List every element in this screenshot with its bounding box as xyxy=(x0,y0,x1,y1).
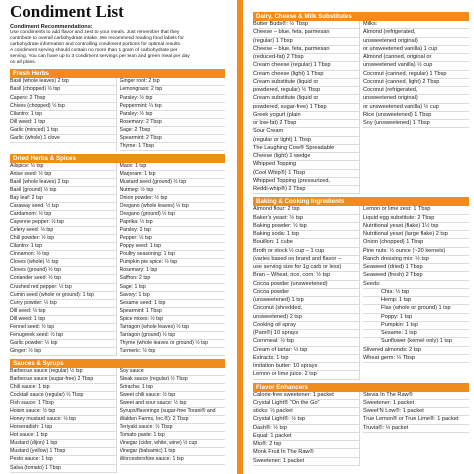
list-item: Teriyaki sauce: ½ Tbsp xyxy=(120,424,226,432)
list-item: Basil (chopped) ½ tsp xyxy=(10,86,116,94)
list-item: Ginger: ½ tsp xyxy=(10,348,116,356)
section-header-dairy: Dairy, Cheese & Milk Substitutes xyxy=(253,12,469,21)
list-item: Tomato paste: 1 tsp xyxy=(120,432,226,440)
list-item: Spearmint: 1 Tbsp xyxy=(120,308,226,316)
list-item: Bran – Wheat, rice, corn: ½ tsp xyxy=(253,272,359,280)
list-item: Cream of tartar: ½ tsp xyxy=(253,347,359,355)
flavor-right-list xyxy=(359,392,469,466)
dried-herbs-right-list xyxy=(116,163,226,356)
list-item: Cilantro: 1 tsp xyxy=(10,111,116,119)
list-item: Seaweed (dried) 1 Tbsp xyxy=(363,264,469,272)
list-item: Cheese – blue, feta, parmesan xyxy=(253,46,359,54)
list-item: Cloves (ground) ½ tsp xyxy=(10,267,116,275)
dairy-table xyxy=(253,21,469,194)
list-item: Mio®: 2 tsp xyxy=(253,441,359,449)
list-item: use serving size for 1g carb or less) xyxy=(253,264,359,272)
fresh-herbs-left-list xyxy=(10,78,116,150)
list-item: Hot sauce: 1 tsp xyxy=(10,432,116,440)
list-item: Lemon or lime juice: 2 tsp xyxy=(253,371,359,379)
list-item: (regular) 1 Tbsp xyxy=(253,38,359,46)
list-item: Spearmint: 2 Tbsp xyxy=(120,135,226,143)
list-item: Vinegar (balsamic) 1 tsp xyxy=(120,448,226,456)
list-item: Poppy: 1 tsp xyxy=(363,314,469,322)
list-item: Sweetener: 1 packet xyxy=(363,400,469,408)
list-item: Mustard (dijon) 1 tsp xyxy=(10,440,116,448)
sauces-left-list xyxy=(10,368,116,473)
list-item: Spice mixes: ½ tsp xyxy=(120,316,226,324)
list-item: Butter Buds®: ½ Tbsp xyxy=(253,21,359,29)
list-item: Fish sauce: 1 Tbsp xyxy=(10,400,116,408)
list-item: Whipped Topping (pressurized, xyxy=(253,178,359,186)
fresh-herbs-right-list xyxy=(116,78,226,150)
list-item: Poppy seed: 1 tsp xyxy=(120,243,226,251)
list-item: Cream cheese (regular) 1 Tbsp xyxy=(253,62,359,70)
list-item: unsweetened vanilla) ½ cup xyxy=(363,62,469,70)
list-item: Greek yogurt (plain xyxy=(253,112,359,120)
list-item: Honey mustard sauce: ½ tsp xyxy=(10,416,116,424)
sauces-table xyxy=(10,368,225,473)
list-item: Onion (chopped) 1 Tbsp xyxy=(363,239,469,247)
recommendation-line: on all plans. xyxy=(10,60,37,66)
list-item: Thyme (whole leaves or ground) ½ tsp xyxy=(120,340,226,348)
list-item: Barbecue sauce (sugar-free) 2 Tbsp xyxy=(10,376,116,384)
recommendation-line: serving. You can have up to 3 condiment servings per lean and green meal per day xyxy=(10,54,190,60)
list-item: or unsweetened vanilla) 1 cup xyxy=(363,46,469,54)
list-item: or low-fat) 2 Tbsp xyxy=(253,120,359,128)
list-item: Nutritional yeast (large flake) 2 tsp xyxy=(363,231,469,239)
recommendation-line: carbohydrate information and controlling condiment portions for optimal results. xyxy=(10,42,182,48)
list-item: Garlic (minced) 1 tsp xyxy=(10,127,116,135)
list-item: Anise seed: ½ tsp xyxy=(10,171,116,179)
list-item: Cocoa powder (unsweetened) xyxy=(253,281,359,289)
list-item: Sweetener: 1 packet xyxy=(253,458,359,466)
list-item: Dill weed: 1 tsp xyxy=(10,119,116,127)
list-item: Cooking oil spray xyxy=(253,322,359,330)
list-item: unsweetened) 2 tsp xyxy=(253,314,359,322)
list-item: Sesame seed: 1 tsp xyxy=(120,300,226,308)
list-item: Cumin seed (whole or ground): 1 tsp xyxy=(10,292,116,300)
list-item: Cornmeal: ½ tsp xyxy=(253,338,359,346)
list-item: Wheat germ: ½ Tbsp xyxy=(363,355,469,363)
list-item: Syrups/flavorings (sugar-free Torani® and xyxy=(120,408,226,416)
list-item: Sweet chili sauce: ½ tsp xyxy=(120,392,226,400)
list-item: Cheese – blue, feta, parmesan xyxy=(253,29,359,37)
list-item: Stevia In The Raw® xyxy=(363,392,469,400)
list-item: Vinegar (cider, white, wine) ½ cup xyxy=(120,440,226,448)
list-item: Pumpkin pie spice: ½ tsp xyxy=(120,259,226,267)
list-item: Calorie-free sweetener: 1 packet xyxy=(253,392,359,400)
flavor-table xyxy=(253,392,469,466)
list-item: Chili powder: ½ tsp xyxy=(10,235,116,243)
list-item: Oregano (ground) ½ tsp xyxy=(120,211,226,219)
list-item: The Laughing Cow® Spreadable xyxy=(253,145,359,153)
section-header-dried-herbs: Dried Herbs & Spices xyxy=(10,154,225,163)
list-item: Capers: 2 Tbsp xyxy=(10,95,116,103)
baking-table xyxy=(253,206,469,379)
section-header-flavor: Flavor Enhancers xyxy=(253,383,469,392)
list-item: Nutritional yeast (flake) 1½ tsp xyxy=(363,223,469,231)
list-item: Lemon or lime zest: 1 Tbsp xyxy=(363,206,469,214)
section-header-sauces: Sauces & Syrups xyxy=(10,359,225,368)
list-item: Sour Cream xyxy=(253,128,359,136)
section-header-baking: Baking & Cooking Ingredients xyxy=(253,197,469,206)
list-item: Rosemary: 2 Tbsp xyxy=(120,119,226,127)
list-item: Cloves (whole) ½ tsp xyxy=(10,259,116,267)
list-item: Extracts: 1 tsp xyxy=(253,355,359,363)
list-item: Crushed red pepper: ½ tsp xyxy=(10,284,116,292)
list-item: Cilantro: 1 tsp xyxy=(10,243,116,251)
list-item: Caraway seed: ½ tsp xyxy=(10,203,116,211)
list-item: (regular or light) 1 Tbsp xyxy=(253,137,359,145)
list-item: Allspice: ½ tsp xyxy=(10,163,116,171)
list-item: Cream substitute (liquid or xyxy=(253,95,359,103)
list-item: Milks: xyxy=(363,21,469,29)
list-item: Nutmeg: ½ tsp xyxy=(120,187,226,195)
list-item: Worcestershire sauce: 1 tsp xyxy=(120,456,226,464)
list-item: Equal: 1 packet xyxy=(253,433,359,441)
list-item: Coriander seed: ½ tsp xyxy=(10,275,116,283)
list-item: Saffron: 2 tsp xyxy=(120,275,226,283)
list-item: Oregano (whole leaves) ½ tsp xyxy=(120,203,226,211)
list-item: Sage: 1 tsp xyxy=(120,284,226,292)
list-item: Pesto sauce: 1 tsp xyxy=(10,456,116,464)
list-item: Lemongrass: 2 tsp xyxy=(120,86,226,94)
list-item: Curry powder: ½ tsp xyxy=(10,300,116,308)
list-item: Tarragon (ground) ½ tsp xyxy=(120,332,226,340)
list-item: Marjoram: 1 tsp xyxy=(120,171,226,179)
list-item: Sweet and sour sauce: ½ tsp xyxy=(120,400,226,408)
list-item: Basil (ground) ½ tsp xyxy=(10,187,116,195)
list-item: Imitation butter: 10 sprays xyxy=(253,363,359,371)
sauces-right-list xyxy=(116,368,226,473)
list-item: Garlic (whole) 1 clove xyxy=(10,135,116,143)
list-item: Soy (unsweetened) 1 Tbsp xyxy=(363,120,469,128)
list-item: Crystal Light® "On the Go" xyxy=(253,400,359,408)
list-item: Hoisin sauce: ½ tsp xyxy=(10,408,116,416)
list-item: Truvia®: ½ packet xyxy=(363,425,469,433)
list-item: Bay leaf: 2 tsp xyxy=(10,195,116,203)
list-item: Horseradish: 1 tsp xyxy=(10,424,116,432)
list-item: Mustard seed (ground) ½ tsp xyxy=(120,179,226,187)
recommendation-line: Use condiments to add flavor and zest to your meals. Just remember that they xyxy=(10,30,180,36)
list-item: Coconut (canned, light) 2 Tbsp xyxy=(363,79,469,87)
list-item: Coconut (refrigerated, xyxy=(363,87,469,95)
list-item: Rice (unsweetened) 1 Tbsp xyxy=(363,112,469,120)
list-item: Dash®: ½ tsp xyxy=(253,425,359,433)
list-item: Onion powder: ½ tsp xyxy=(120,195,226,203)
list-item: Cayenne pepper: ½ tsp xyxy=(10,219,116,227)
list-item: Peppermint: ¼ tsp xyxy=(120,103,226,111)
list-item: Savory: 1 tsp xyxy=(120,292,226,300)
list-item: (Pam®) 10 sprays xyxy=(253,330,359,338)
list-item: Parsley: ½ tsp xyxy=(120,111,226,119)
list-item: Cinnamon: ½ tsp xyxy=(10,251,116,259)
list-item: Mustard (yellow) 1 Tbsp xyxy=(10,448,116,456)
list-item: Liquid egg substitute: 2 Tbsp xyxy=(363,215,469,223)
list-item: Chili sauce: 1 tsp xyxy=(10,384,116,392)
list-item: powdered, sugar-free) 1 Tbsp xyxy=(253,104,359,112)
list-item: True Lemon® or True Lime®: 1 packet xyxy=(363,416,469,424)
list-item: unsweetened original) xyxy=(363,95,469,103)
list-item: Ranch dressing mix: ½ tsp xyxy=(363,256,469,264)
list-item: Coconut (canned, regular) 1 Tbsp xyxy=(363,71,469,79)
list-item: Hemp: 1 tsp xyxy=(363,297,469,305)
list-item: Crystal Light®: ½ tsp xyxy=(253,416,359,424)
list-item: Reddi-whip®) 2 Tbsp xyxy=(253,186,359,194)
list-item: Baker's yeast: ½ tsp xyxy=(253,215,359,223)
list-item: Pumpkin: 1 tsp xyxy=(363,322,469,330)
dried-herbs-table xyxy=(10,163,225,356)
column-divider xyxy=(237,0,243,474)
list-item: Garlic powder: ½ tsp xyxy=(10,340,116,348)
list-item: Chia: ½ tsp xyxy=(363,289,469,297)
section-header-fresh-herbs: Fresh Herbs xyxy=(10,69,225,78)
list-item: Celery seed: ½ tsp xyxy=(10,227,116,235)
list-item: Cheese (light) 1 wedge xyxy=(253,153,359,161)
list-item: Steak sauce (regular) ½ Tbsp xyxy=(120,376,226,384)
list-item: Barbecue sauce (regular) ½ tsp xyxy=(10,368,116,376)
list-item: Cocoa powder xyxy=(253,289,359,297)
list-item: Walden Farms, Inc.®): 2 Tbsp xyxy=(120,416,226,424)
list-item: Soy sauce xyxy=(120,368,226,376)
list-item: Rosemary: 1 tsp xyxy=(120,267,226,275)
list-item: Sage: 2 Tbsp xyxy=(120,127,226,135)
list-item: Chives (chopped) ½ tsp xyxy=(10,103,116,111)
left-column xyxy=(10,0,225,474)
list-item: Seeds: xyxy=(363,281,469,289)
list-item: Pepper: ½ tsp xyxy=(120,235,226,243)
list-item: Parsley: 2 tsp xyxy=(120,227,226,235)
list-item: Monk Fruit In The Raw® xyxy=(253,449,359,457)
list-item: Fennel seed: ½ tsp xyxy=(10,324,116,332)
list-item: Fenugreek seed: ½ tsp xyxy=(10,332,116,340)
list-item: Thyme: 1 Tbsp xyxy=(120,143,226,151)
list-item: Poultry seasoning: 1 tsp xyxy=(120,251,226,259)
list-item: Flax (whole or ground) 1 tsp xyxy=(363,305,469,313)
dried-herbs-left-list xyxy=(10,163,116,356)
baking-left-list xyxy=(253,206,359,379)
list-item: Salsa (tomato) 1 Tbsp xyxy=(10,465,116,473)
list-item: Cocktail sauce (regular) ½ Tbsp xyxy=(10,392,116,400)
list-item: Bouillon: 1 cube xyxy=(253,239,359,247)
list-item: powdered, regular) ½ Tbsp xyxy=(253,87,359,95)
list-item: Cream cheese (light) 1 Tbsp xyxy=(253,71,359,79)
list-item: Slivered almonds: 2 tsp xyxy=(363,347,469,355)
recommendations-text xyxy=(10,30,225,66)
right-column xyxy=(253,0,469,474)
list-item: Ginger root: 2 tsp xyxy=(120,78,226,86)
list-item: (varies based on brand and flavor – xyxy=(253,256,359,264)
flavor-left-list xyxy=(253,392,359,466)
list-item: or unsweetened vanilla) ½ cup xyxy=(363,104,469,112)
baking-right-list xyxy=(359,206,469,379)
list-item: Basil (whole leaves) 2 tsp xyxy=(10,179,116,187)
list-item: sticks: ½ packet xyxy=(253,408,359,416)
list-item: Sweet'N Low®: 1 packet xyxy=(363,408,469,416)
list-item: Baking powder: ½ tsp xyxy=(253,223,359,231)
list-item: Tarragon (whole leaves) ½ tsp xyxy=(120,324,226,332)
list-item: Turmeric: ½ tsp xyxy=(120,348,226,356)
list-item: unsweetened original) xyxy=(363,38,469,46)
list-item: Whipped Topping xyxy=(253,161,359,169)
list-item: Pine nuts: ½ ounce (~20 kernels) xyxy=(363,248,469,256)
list-item: Sunflower (kernel only) 1 tsp xyxy=(363,338,469,346)
list-item: Dill seed: ½ tsp xyxy=(10,308,116,316)
list-item: Mace: 1 tsp xyxy=(120,163,226,171)
list-item: Broth or stock ½ cup – 1 cup xyxy=(253,248,359,256)
list-item: Cream substitute (liquid or xyxy=(253,79,359,87)
list-item: (reduced-fat) 2 Tbsp xyxy=(253,54,359,62)
list-item: Basil (whole leaves) 2 tsp xyxy=(10,78,116,86)
list-item: Almond flour: 2 tsp xyxy=(253,206,359,214)
list-item: Seaweed (fresh) 2 Tbsp xyxy=(363,272,469,280)
dairy-right-list xyxy=(359,21,469,194)
list-item: Almond (refrigerated, xyxy=(363,29,469,37)
recommendation-line: A condiment serving should contain no more than 1 gram of carbohydrate per xyxy=(10,48,178,54)
list-item: Parsley: ½ tsp xyxy=(120,95,226,103)
fresh-herbs-table xyxy=(10,78,225,150)
list-item: Sriracha: 1 tsp xyxy=(120,384,226,392)
recommendation-line: contribute to overall carbohydrate intake. We recommend reading food labels for xyxy=(10,36,184,42)
list-item: Coconut (shredded, xyxy=(253,305,359,313)
list-item: Paprika: ½ tsp xyxy=(120,219,226,227)
list-item: Almond (canned, original or xyxy=(363,54,469,62)
page-title: Condiment List xyxy=(10,2,124,21)
dairy-left-list xyxy=(253,21,359,194)
recommendations-heading: Condiment Recommendations: xyxy=(10,24,93,30)
list-item: Sesame: 1 tsp xyxy=(363,330,469,338)
list-item: Baking soda: 1 tsp xyxy=(253,231,359,239)
list-item: Dill weed: 1 tsp xyxy=(10,316,116,324)
list-item: (unsweetened) 1 tsp xyxy=(253,297,359,305)
list-item: (Cool Whip®) 1 Tbsp xyxy=(253,170,359,178)
list-item: Cardamom: ½ tsp xyxy=(10,211,116,219)
